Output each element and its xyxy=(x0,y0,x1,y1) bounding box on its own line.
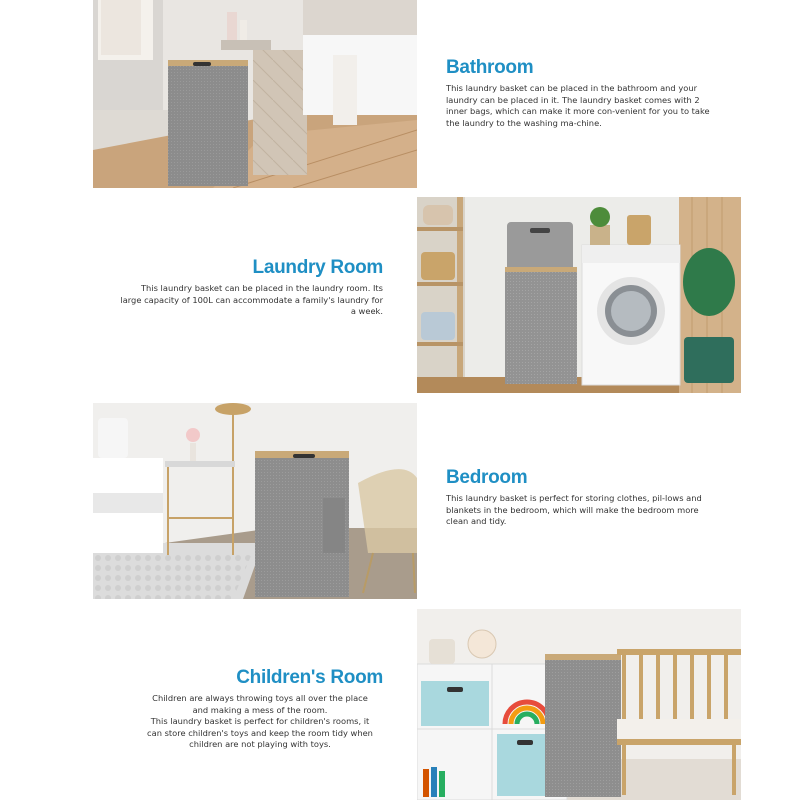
section-title-laundry-room: Laundry Room xyxy=(252,257,383,278)
childrens-room-text-line: can store children's toys and keep the room tidy when xyxy=(147,727,373,738)
childrens-room-photo xyxy=(417,609,741,800)
section-text-bedroom: This laundry basket is perfect for storing clothes, pil-lows and blankets in the bedroom, which will make the bedroom more clean and tidy. xyxy=(446,493,702,526)
bathroom-photo xyxy=(93,0,417,188)
section-text-laundry-room: This laundry basket can be placed in the laundry room. Its large capacity of 100L can accommodate a family's laundry for a week. xyxy=(120,283,383,316)
section-text-bathroom: This laundry basket can be placed in the bathroom and your laundry can be placed in it. The laundry basket comes with 2 inner bags, which can make it more con-venient for you to take the laundry to the washing ma-chine. xyxy=(446,83,710,128)
bedroom-photo xyxy=(93,403,417,599)
childrens-room-text-line: and making a mess of the room. xyxy=(192,704,328,715)
laundry-room-photo xyxy=(417,197,741,393)
section-title-bedroom: Bedroom xyxy=(446,467,528,488)
childrens-room-text-line: children are not playing with toys. xyxy=(189,739,331,749)
childrens-room-text-line: This laundry basket is perfect for children's rooms, it xyxy=(150,716,370,726)
section-text-childrens-room xyxy=(110,693,410,751)
childrens-room-text-line: Children are always throwing toys all over the place xyxy=(152,693,368,703)
section-title-bathroom: Bathroom xyxy=(446,57,534,78)
section-title-childrens-room: Children's Room xyxy=(236,667,383,688)
